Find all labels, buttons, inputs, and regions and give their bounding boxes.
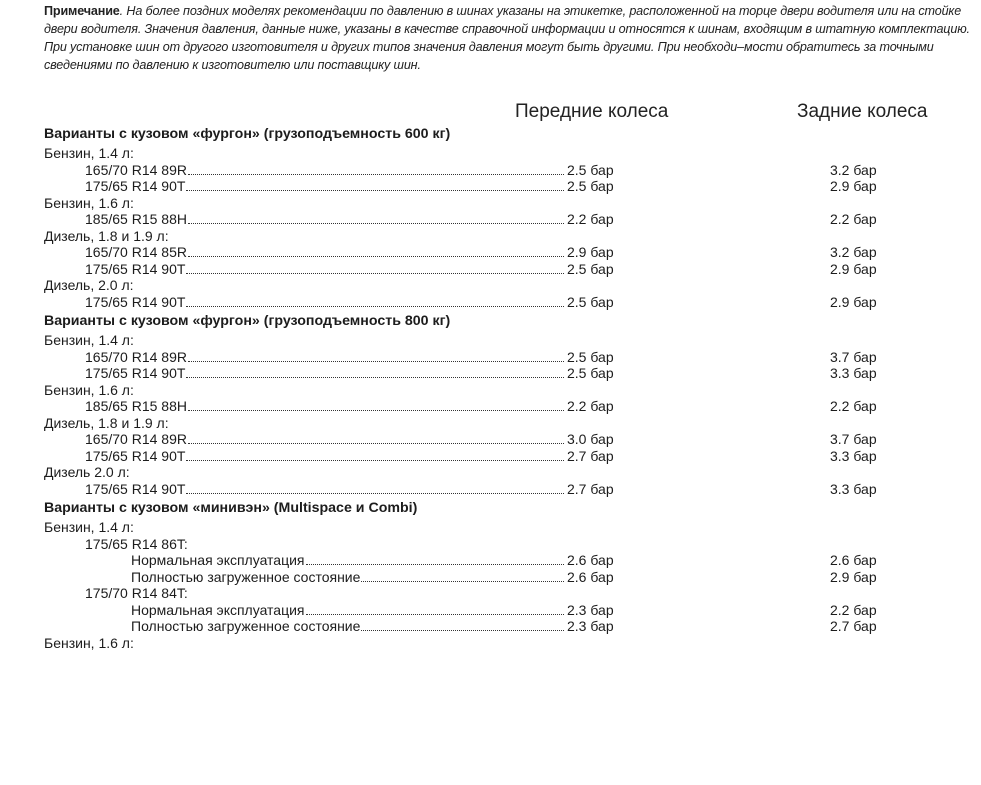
dot-leader (188, 361, 564, 362)
dot-leader (188, 256, 564, 257)
tire-size-label: 165/70 R14 89R (85, 348, 187, 365)
dot-leader (186, 377, 564, 378)
engine-label: Бензин, 1.6 л: (44, 194, 134, 211)
tire-size-label: 175/65 R14 90T (85, 178, 186, 194)
front-pressure: 2.5 бар (567, 178, 614, 194)
engine-label: Дизель, 1.8 и 1.9 л: (44, 414, 169, 431)
note-label: Примечание (44, 4, 120, 18)
note-text: . На более поздних моделях рекомендации по давлению в шинах указаны на этикетке, расположенной на торце двери водителя или на стойке двери водителя. Значения давления, данные ниже, указаны в качестве справочной информации и относятся к шинам, входящим в штатную комплектацию. При установке шин от другого изготовителя и других типов значения давления могут быть другими. При необходи–мости обратитесь за точными сведениями по давлению к изготовителю или поставщику шин. (44, 4, 970, 72)
tire-size-label: 185/65 R15 88H (85, 398, 187, 414)
tire-size-label: 175/65 R14 90T (85, 260, 186, 277)
tire-row (44, 178, 974, 195)
rear-pressure: 2.7 бар (830, 618, 877, 634)
tire-size-label: 165/70 R14 89R (85, 431, 187, 447)
rear-pressure: 3.3 бар (830, 480, 877, 497)
tire-row (44, 294, 974, 311)
rear-pressure: 3.7 бар (830, 348, 877, 365)
tire-size (85, 211, 565, 227)
front-pressure: 2.2 бар (567, 398, 614, 414)
engine-label: Дизель 2.0 л: (44, 464, 130, 480)
tire-size (85, 481, 565, 497)
load-condition-row (44, 602, 974, 619)
dot-leader (186, 493, 564, 494)
front-pressure: 2.9 бар (567, 244, 614, 260)
tire-size-label: 175/65 R14 90T (85, 480, 186, 497)
tire-row (44, 349, 974, 366)
section-title: Варианты с кузовом «фургон» (грузоподъемность 600 кг) (44, 126, 451, 142)
tire-row (44, 244, 974, 261)
dot-leader (188, 410, 564, 411)
tire-size (85, 365, 565, 381)
front-pressure: 2.3 бар (567, 618, 614, 634)
rear-pressure: 3.3 бар (830, 447, 877, 464)
rear-pressure: 3.2 бар (830, 161, 877, 178)
load-condition-label: Нормальная эксплуатация (131, 601, 305, 618)
tire-pressure-table (44, 125, 974, 651)
tire-size-label: 175/65 R14 90T (85, 447, 186, 464)
rear-pressure: 2.2 бар (830, 211, 877, 227)
front-pressure: 2.5 бар (567, 293, 614, 310)
rear-pressure: 2.2 бар (830, 601, 877, 618)
dot-leader (186, 273, 564, 274)
load-condition-label: Полностью загруженное состояние (131, 618, 361, 634)
tire-size-label: 175/65 R14 90T (85, 293, 186, 310)
front-pressure: 2.5 бар (567, 260, 614, 277)
tire-row (44, 261, 974, 278)
section-title: Варианты с кузовом «минивэн» (Multispace и Combi) (44, 500, 418, 516)
rear-pressure: 3.3 бар (830, 365, 877, 381)
rear-pressure: 2.9 бар (830, 293, 877, 310)
dot-leader (188, 443, 564, 444)
section-title: Варианты с кузовом «фургон» (грузоподъемность 800 кг) (44, 313, 451, 329)
tire-row (44, 585, 974, 602)
engine-label: Бензин, 1.4 л: (44, 332, 134, 348)
tire-row (44, 448, 974, 465)
column-header-rear: Задние колеса (797, 101, 928, 122)
front-pressure: 2.6 бар (567, 568, 614, 585)
column-header-front: Передние колеса (515, 101, 669, 122)
tire-row (44, 431, 974, 448)
dot-leader (306, 614, 564, 615)
dot-leader (361, 581, 564, 582)
engine-label: Дизель, 2.0 л: (44, 277, 134, 293)
load-condition (131, 552, 565, 568)
load-condition (131, 618, 565, 634)
tire-size-label: 175/70 R14 84T: (85, 585, 188, 601)
load-condition (131, 602, 565, 618)
dot-leader (186, 306, 564, 307)
load-condition-row (44, 552, 974, 569)
rear-pressure: 2.2 бар (830, 398, 877, 414)
tire-size-label: 175/65 R14 90T (85, 365, 186, 381)
tire-size (85, 244, 565, 260)
tire-size (85, 431, 565, 447)
dot-leader (188, 223, 564, 224)
tire-size (85, 178, 565, 194)
tire-row (44, 536, 974, 553)
load-condition-label: Нормальная эксплуатация (131, 552, 305, 568)
front-pressure: 2.5 бар (567, 348, 614, 365)
tire-row (44, 162, 974, 179)
load-condition-label: Полностью загруженное состояние (131, 568, 361, 585)
engine-label: Бензин, 1.4 л: (44, 145, 134, 161)
front-pressure: 2.5 бар (567, 365, 614, 381)
load-condition-row (44, 569, 974, 586)
load-condition-row (44, 618, 974, 635)
rear-pressure: 2.9 бар (830, 178, 877, 194)
tire-size (85, 294, 565, 310)
rear-pressure: 2.6 бар (830, 552, 877, 568)
front-pressure: 2.5 бар (567, 161, 614, 178)
tire-size-label: 175/65 R14 86T: (85, 535, 188, 552)
engine-label: Бензин, 1.6 л: (44, 381, 134, 398)
engine-label: Бензин, 1.6 л: (44, 634, 134, 651)
tire-row (44, 365, 974, 382)
dot-leader (361, 630, 564, 631)
tire-size (85, 261, 565, 277)
front-pressure: 2.2 бар (567, 211, 614, 227)
dot-leader (186, 190, 564, 191)
dot-leader (306, 564, 564, 565)
rear-pressure: 3.7 бар (830, 431, 877, 447)
front-pressure: 2.3 бар (567, 601, 614, 618)
load-condition (131, 569, 565, 585)
rear-pressure: 2.9 бар (830, 568, 877, 585)
front-pressure: 2.7 бар (567, 480, 614, 497)
dot-leader (186, 460, 564, 461)
dot-leader (188, 174, 564, 175)
tire-size-label: 185/65 R15 88H (85, 211, 187, 227)
tire-row (44, 481, 974, 498)
note-paragraph (44, 2, 976, 74)
tire-size (85, 162, 565, 178)
front-pressure: 3.0 бар (567, 431, 614, 447)
rear-pressure: 2.9 бар (830, 260, 877, 277)
tire-size (85, 448, 565, 464)
front-pressure: 2.6 бар (567, 552, 614, 568)
tire-size-label: 165/70 R14 85R (85, 244, 187, 260)
engine-label: Дизель, 1.8 и 1.9 л: (44, 227, 169, 244)
tire-size (85, 585, 565, 601)
tire-size (85, 349, 565, 365)
front-pressure: 2.7 бар (567, 447, 614, 464)
tire-size (85, 536, 565, 552)
rear-pressure: 3.2 бар (830, 244, 877, 260)
tire-size-label: 165/70 R14 89R (85, 161, 187, 178)
engine-label: Бензин, 1.4 л: (44, 519, 134, 535)
tire-row (44, 211, 974, 228)
tire-row (44, 398, 974, 415)
tire-size (85, 398, 565, 414)
